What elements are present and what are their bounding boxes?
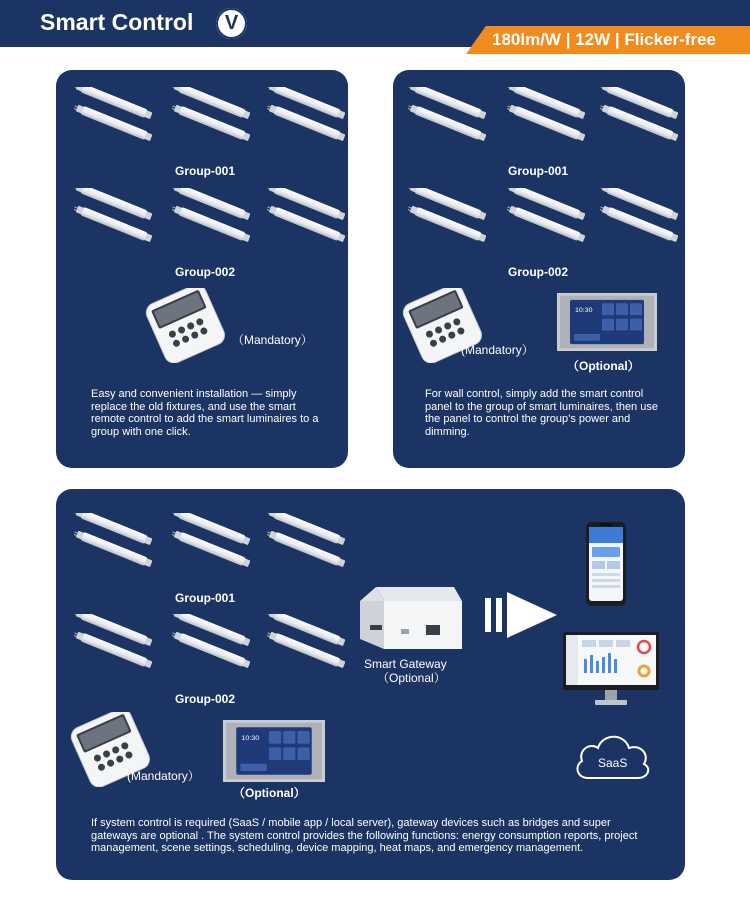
led-tube-icon (172, 614, 250, 668)
led-tube-icon (74, 188, 152, 242)
group-label: Group-002 (175, 265, 236, 279)
led-tube-icon (267, 513, 345, 567)
led-tube-icon (408, 188, 486, 242)
group-label: Group-001 (508, 164, 569, 178)
page-title: Smart Control (40, 9, 194, 35)
led-tube-icon (74, 614, 152, 668)
led-tube-icon (507, 87, 585, 141)
led-tube-icon (74, 87, 152, 141)
desktop-monitor-icon (562, 631, 660, 709)
led-tube-icon (267, 87, 345, 141)
description-text: For wall control, simply add the smart control panel to the group of smart luminaires, then use the panel to control the group’s power and dimming. (425, 388, 658, 438)
led-tube-icon (172, 188, 250, 242)
group-label: Group-001 (175, 164, 236, 178)
saas-cloud-icon (572, 726, 652, 784)
led-tube-icon (408, 87, 486, 141)
touch-panel-icon (223, 720, 325, 782)
panel-time: 10:30 (575, 307, 593, 314)
gateway-optional-label: （Optional） (377, 671, 446, 685)
touch-panel-icon (557, 293, 657, 351)
group-label: Group-002 (508, 265, 569, 279)
flow-arrow-icon (483, 588, 559, 642)
group-label: Group-001 (175, 591, 236, 605)
led-tube-icon (74, 513, 152, 567)
v-logo-badge: V (216, 8, 247, 39)
gateway-label: Smart Gateway (364, 657, 447, 671)
saas-label: SaaS (598, 756, 628, 770)
mandatory-label: （Mandatory） (232, 333, 313, 347)
group-label: Group-002 (175, 692, 236, 706)
led-tube-icon (172, 513, 250, 567)
remote-control-icon (145, 288, 231, 363)
optional-label: （Optional） (567, 359, 640, 373)
mandatory-label: (Mandatory） (461, 343, 534, 357)
led-tube-icon (600, 188, 678, 242)
led-tube-icon (600, 87, 678, 141)
mobile-app-icon (585, 521, 627, 607)
description-text: If system control is required (SaaS / mobile app / local server), gateway devices such as bridges and super gateways are optional . The system control provides the following functions: energy consumption reports, project management, scene settings, scheduling, device mapping, heat maps, and emergency management. (91, 817, 638, 854)
description-text: Easy and convenient installation — simply replace the old fixtures, and use the smart remote control to add the smart luminaires to a group with one click. (91, 388, 319, 438)
led-tube-icon (507, 188, 585, 242)
panel-time: 10:30 (241, 735, 260, 742)
led-tube-icon (172, 87, 250, 141)
mandatory-label: (Mandatory） (127, 769, 200, 783)
led-tube-icon (267, 188, 345, 242)
optional-label: （Optional） (233, 786, 306, 800)
led-tube-icon (267, 614, 345, 668)
smart-gateway-icon (356, 585, 464, 653)
spec-text: 180lm/W | 12W | Flicker-free (492, 30, 716, 49)
